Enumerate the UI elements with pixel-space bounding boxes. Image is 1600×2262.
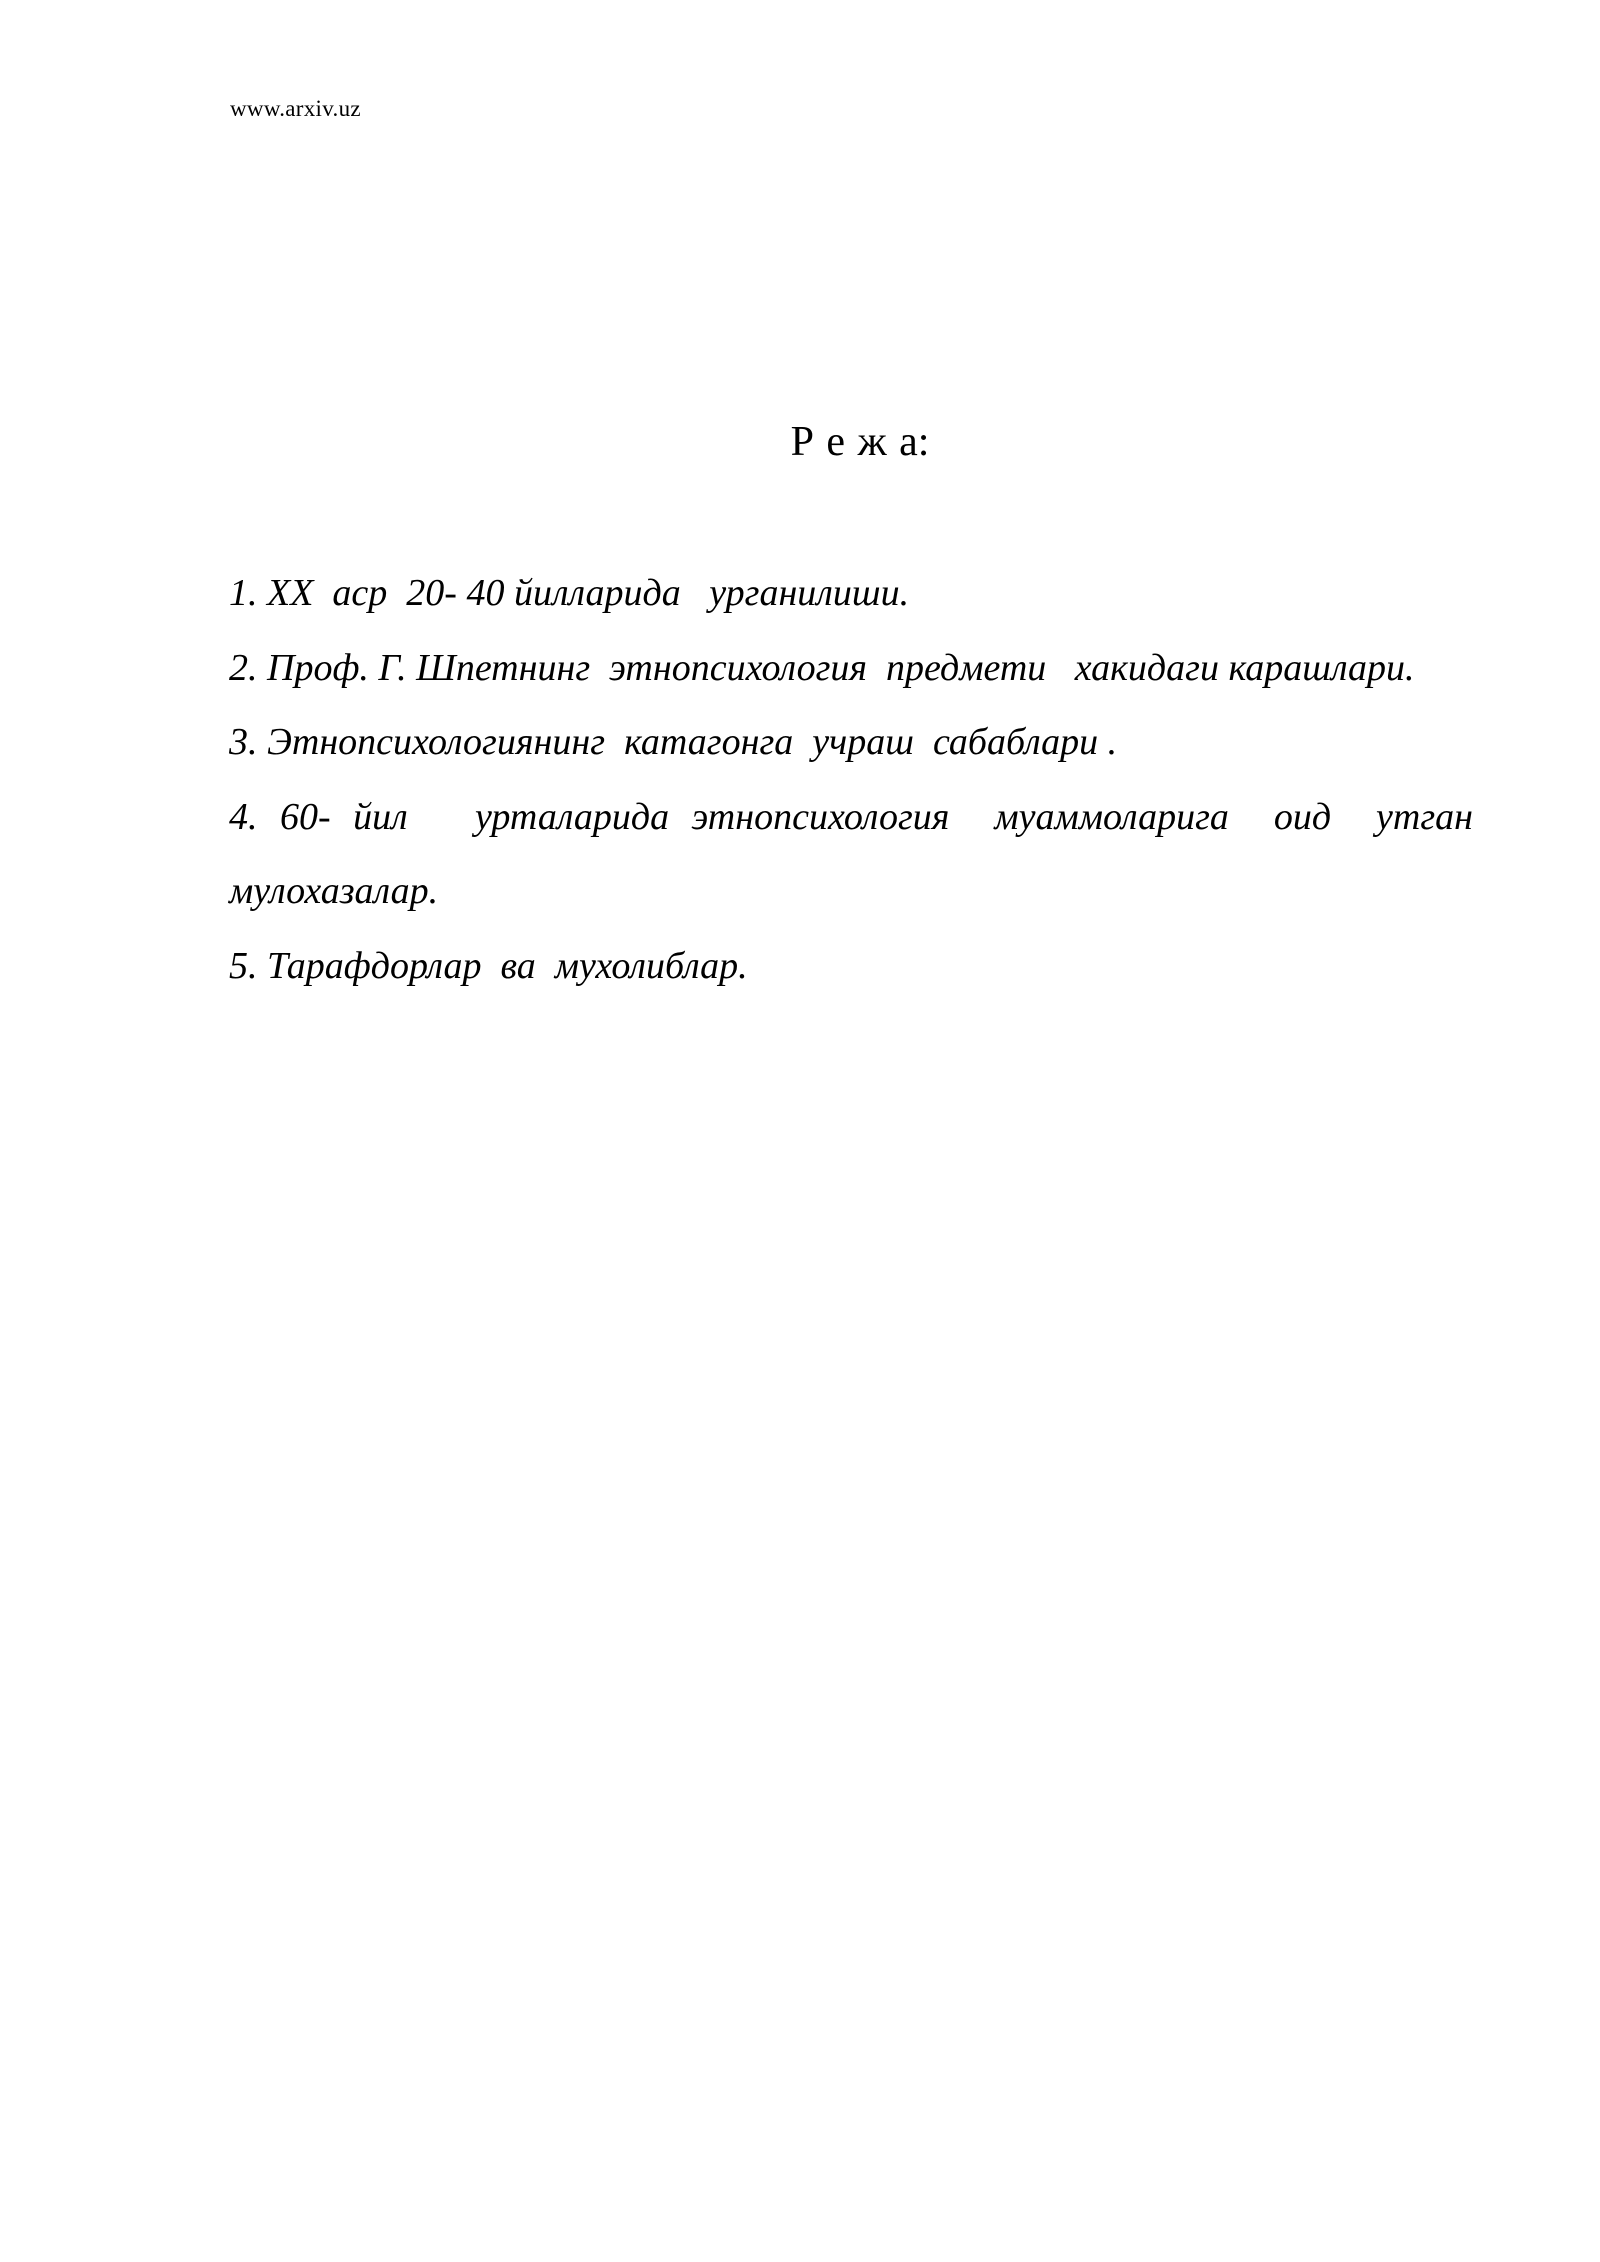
plan-list [229,556,1483,1003]
list-item: 1. XX аср 20- 40 йилларида урганилиши. [229,572,910,614]
list-item: 3. Этнопсихологиянинг катагонга учраш сабаблари . [229,721,1118,763]
list-item: 2. Проф. Г. Шпетнинг этнопсихология предмети хакидаги карашлари. [229,646,1415,689]
page-title: Р е ж а: [790,419,930,465]
list-item: 5. Тарафдорлар ва мухолиблар. [229,944,748,987]
list-item: 4. 60- йил урталарида этнопсихология муаммоларига оид утган мулохазалар. [229,795,1483,912]
header-url: www.arxiv.uz [230,96,361,121]
